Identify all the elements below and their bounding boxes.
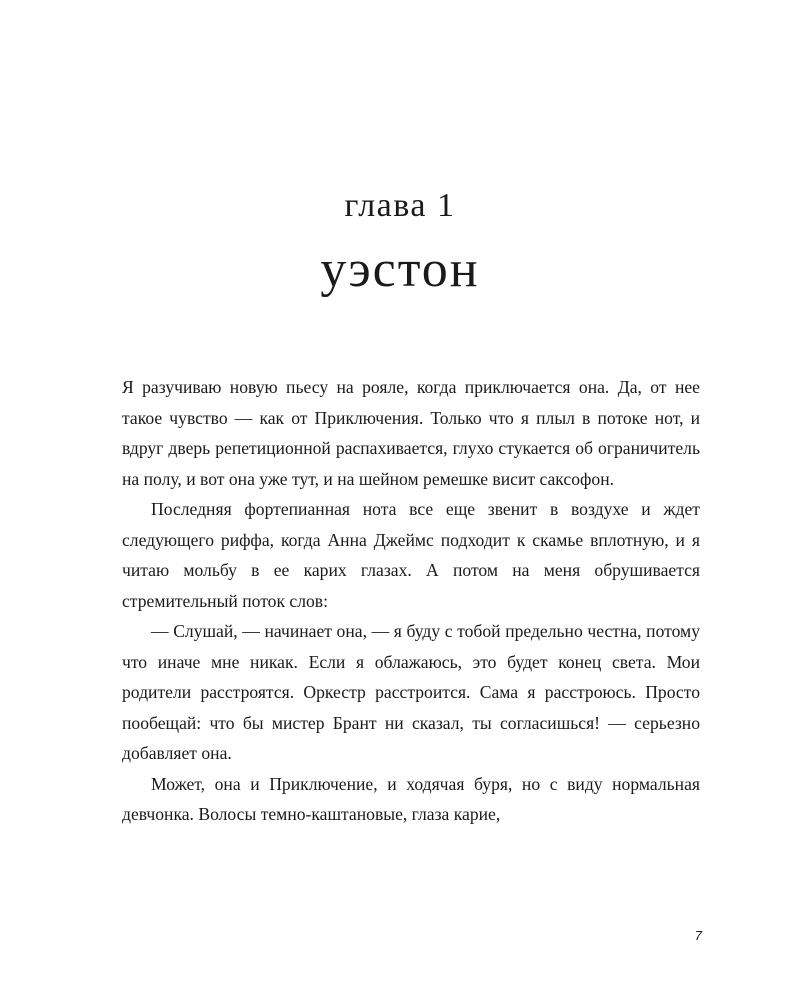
chapter-label: глава 1	[344, 187, 456, 224]
body-text	[122, 372, 700, 830]
page-number: 7	[694, 928, 702, 943]
chapter-title: уэстон	[320, 241, 480, 298]
paragraph: Может, она и Приключение, и ходячая буря, но с виду нормальная девчонка. Волосы темно-каштановые, глаза карие,	[122, 773, 700, 824]
paragraph: Я разучиваю новую пьесу на рояле, когда приключается она. Да, от нее такое чувство — как от Приключения. Только что я плыл в потоке нот, и вдруг дверь репетиционной распахивается, глухо стукается об ограничитель на полу, и вот она уже тут, и на шейном ремешке висит саксофон.	[122, 377, 700, 489]
paragraph: — Слушай, — начинает она, — я буду с тобой предельно честна, потому что иначе мне никак. Если я облажаюсь, это будет конец света. Мои родители расстроятся. Оркестр расстроится. Сама я расстроюсь. Просто пообещай: что бы мистер Брант ни сказал, ты согласишься! — серьезно добавляет она.	[122, 621, 700, 763]
paragraph: Последняя фортепианная нота все еще звенит в воздухе и ждет следующего риффа, когда Анна Джеймс подходит к скамье вплотную, и я читаю мольбу в ее карих глазах. А потом на меня обрушивается стремительный поток слов:	[122, 499, 700, 611]
